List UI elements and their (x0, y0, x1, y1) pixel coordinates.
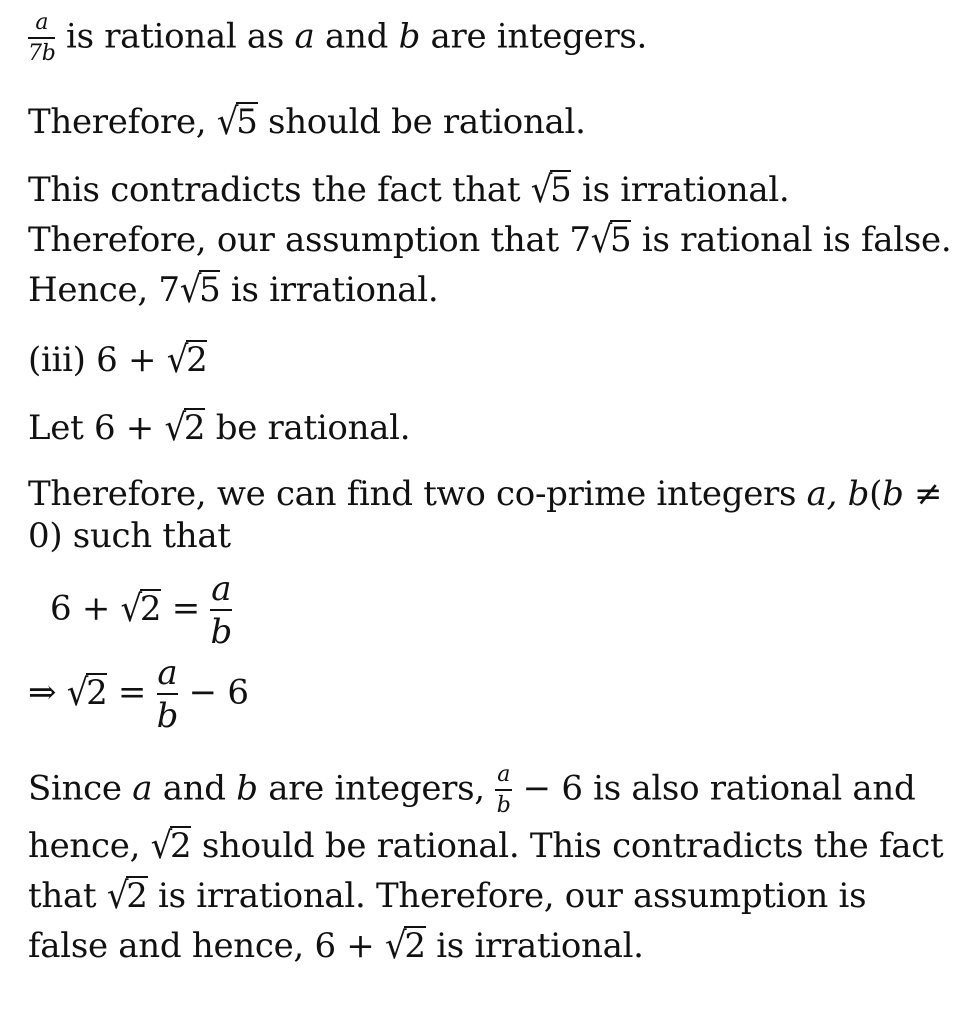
square-root: √2 (166, 338, 208, 382)
text-segment: is irrational. (220, 270, 439, 310)
line-hence-root2-rational (28, 826, 943, 866)
text-segment: 0) such that (28, 516, 231, 556)
text-segment: (iii) 6 + (28, 340, 167, 380)
fraction-numerator: a (211, 569, 232, 609)
text-segment: should be rational. (257, 102, 586, 142)
text-segment: hence, (28, 826, 151, 866)
fraction-bar (495, 789, 512, 791)
text-segment: Therefore, (28, 102, 217, 142)
radicand: 2 (169, 826, 192, 866)
variable: b (882, 474, 904, 514)
line-such-that (28, 516, 231, 556)
line-sqrt5-rational (28, 102, 586, 142)
text-segment: ≠ (903, 474, 943, 514)
line-root2-irrational (28, 876, 866, 916)
variable: a (294, 16, 315, 57)
equals-sign: = (161, 588, 211, 629)
square-root: √5 (530, 168, 572, 212)
line-hence-irrational (28, 270, 438, 310)
radicand: 2 (139, 588, 162, 629)
text-segment: Since (28, 768, 133, 809)
variable: b (236, 768, 258, 809)
equation-6-plus-root2 (50, 569, 232, 652)
fraction-denominator: b (210, 612, 232, 652)
line-conclusion (28, 926, 644, 966)
line-since-integers (28, 764, 915, 817)
text-segment: false and hence, 6 + (28, 926, 385, 966)
radicand: 2 (86, 672, 108, 713)
radicand: 5 (236, 102, 258, 142)
variables: a, b (806, 474, 870, 514)
square-root: √2 (106, 874, 148, 918)
text-segment: and (314, 16, 399, 57)
line-coprime-integers (28, 474, 942, 514)
square-root: √5 (179, 268, 221, 312)
fraction-a-over-7b (28, 12, 55, 65)
text-segment: is rational as (55, 16, 295, 57)
text-segment: are integers, (257, 768, 496, 809)
fraction-denominator: b (156, 696, 179, 736)
line-let-rational (28, 408, 410, 448)
fraction-numerator: a (35, 10, 49, 35)
square-root: √2 (120, 586, 162, 631)
fraction-denominator: 7b (28, 41, 56, 66)
variable: a (132, 768, 153, 809)
fraction-a-over-b (495, 764, 512, 817)
radicand: 5 (199, 270, 221, 310)
fraction-denominator: b (496, 793, 511, 818)
radicand: 5 (610, 220, 632, 260)
text-segment: Hence, 7 (28, 270, 180, 310)
text-segment: Therefore, our assumption that 7 (28, 220, 591, 260)
square-root: √5 (216, 100, 258, 144)
text-segment: ( (869, 474, 883, 514)
implies-arrow: ⇒ (28, 672, 67, 713)
text-segment: Let 6 + (28, 408, 165, 448)
text-segment: − 6 is also rational and (512, 768, 916, 809)
text-segment: should be rational. This contradicts the fact (191, 826, 944, 866)
equation-root2-isolated (28, 653, 249, 736)
fraction-a-over-b (210, 569, 232, 652)
fraction-numerator: a (497, 762, 511, 787)
text-segment: is rational is false. (631, 220, 952, 260)
text-segment: is irrational. (425, 926, 644, 966)
square-root: √2 (66, 670, 108, 715)
square-root: √2 (384, 924, 426, 968)
square-root: √2 (164, 406, 206, 450)
text-segment: This contradicts the fact that (28, 170, 531, 210)
radicand: 2 (126, 876, 148, 916)
text-segment: is irrational. Therefore, our assumption is (147, 876, 867, 916)
line-fraction-rational (28, 12, 647, 65)
fraction-a-over-b (156, 653, 179, 736)
square-root: √5 (590, 218, 632, 262)
equals-sign: = (107, 672, 157, 713)
fraction-bar (157, 693, 178, 695)
radicand: 2 (404, 926, 426, 966)
text-segment: be rational. (205, 408, 411, 448)
text-segment: is irrational. (571, 170, 790, 210)
fraction-numerator: a (157, 653, 178, 693)
line-assumption-false (28, 220, 951, 260)
equation-lhs: 6 + (50, 588, 121, 629)
radicand: 2 (183, 408, 206, 448)
variable: b (398, 16, 421, 57)
text-segment: and (152, 768, 237, 809)
text-segment: are integers. (420, 16, 648, 57)
line-contradiction (28, 170, 789, 210)
square-root: √2 (150, 824, 192, 868)
radicand: 2 (186, 340, 208, 380)
equation-tail: − 6 (178, 672, 249, 713)
text-segment: Therefore, we can find two co-prime integers (28, 474, 807, 514)
line-part-iii-heading (28, 340, 207, 380)
text-segment: that (28, 876, 107, 916)
fraction-bar (210, 609, 231, 611)
radicand: 5 (550, 170, 572, 210)
fraction-bar (28, 37, 55, 39)
